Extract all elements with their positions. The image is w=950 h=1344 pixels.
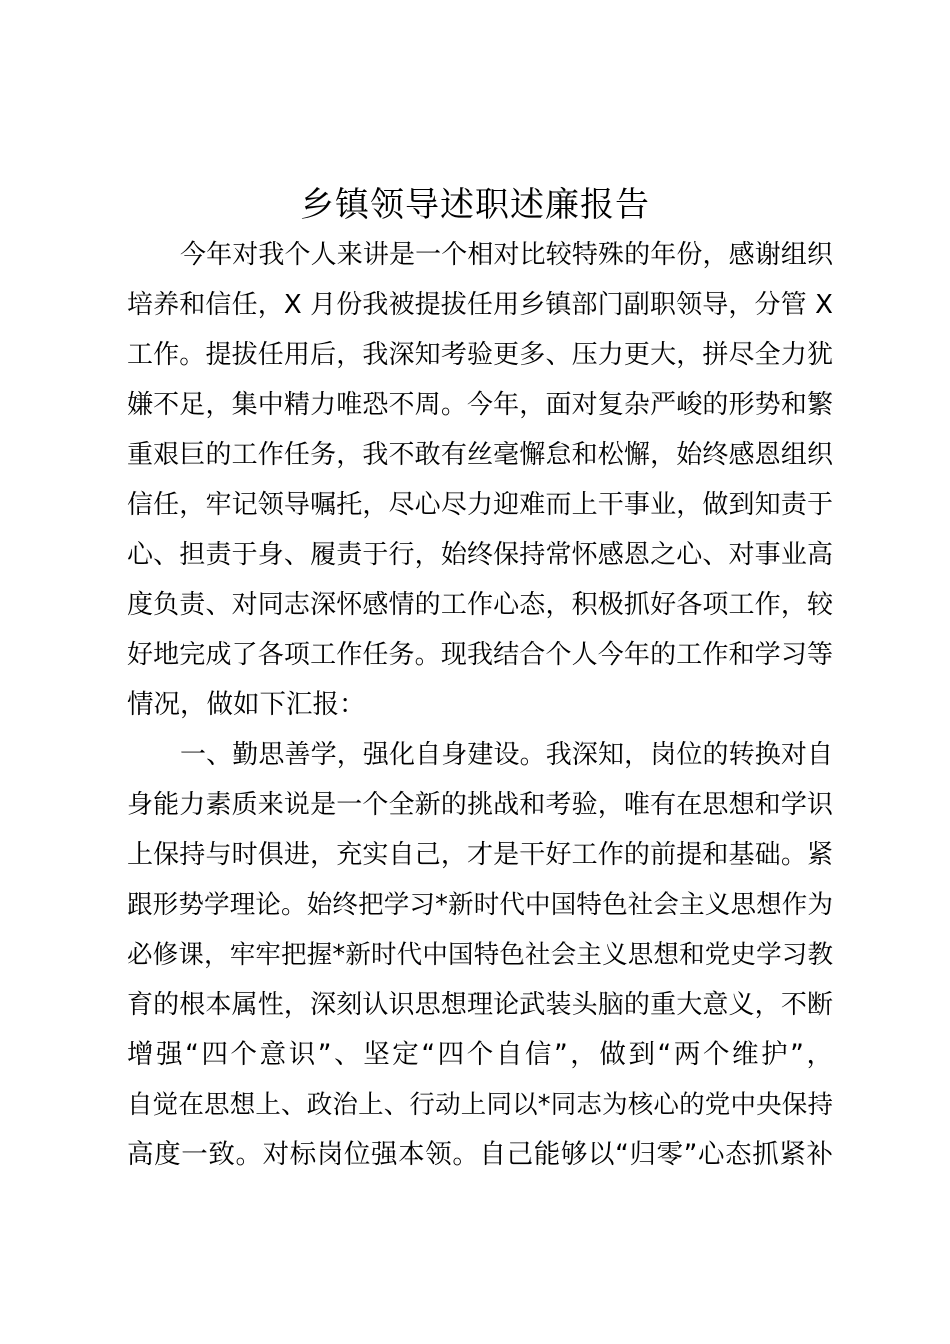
text-line: 自觉在思想上、政治上、行动上同以*同志为核心的党中央保持 bbox=[127, 1090, 833, 1120]
text-line: 高度一致。对标岗位强本领。自己能够以“归零”心态抓紧补 bbox=[127, 1139, 833, 1170]
text-line: 信任，牢记领导嘱托，尽心尽力迎难而上干事业，做到知责于 bbox=[127, 490, 833, 520]
text-line: 重艰巨的工作任务，我不敢有丝毫懈怠和松懈，始终感恩组织 bbox=[127, 440, 833, 470]
text-line: 嫌不足，集中精力唯恐不周。今年，面对复杂严峻的形势和繁 bbox=[127, 390, 833, 420]
text-line: 一、勤思善学，强化自身建设。我深知，岗位的转换对自 bbox=[180, 740, 833, 770]
text-line: 必修课，牢牢把握*新时代中国特色社会主义思想和党史学习教 bbox=[127, 940, 833, 970]
text-line: 工作。提拔任用后，我深知考验更多、压力更大，拼尽全力犹 bbox=[127, 340, 833, 370]
paragraph-section-one bbox=[127, 730, 833, 1180]
document-title: 乡镇领导述职述廉报告 bbox=[300, 185, 650, 225]
text-line: 培养和信任，X 月份我被提拔任用乡镇部门副职领导，分管 X bbox=[127, 290, 833, 320]
text-line: 度负责、对同志深怀感情的工作心态，积极抓好各项工作，较 bbox=[127, 590, 833, 620]
text-line: 上保持与时俱进，充实自己，才是干好工作的前提和基础。紧 bbox=[127, 840, 833, 870]
text-line: 育的根本属性，深刻认识思想理论武装头脑的重大意义，不断 bbox=[127, 990, 833, 1020]
text-line: 心、担责于身、履责于行，始终保持常怀感恩之心、对事业高 bbox=[127, 540, 833, 570]
text-line: 身能力素质来说是一个全新的挑战和考验，唯有在思想和学识 bbox=[127, 790, 833, 820]
text-line: 今年对我个人来讲是一个相对比较特殊的年份，感谢组织 bbox=[180, 240, 833, 270]
text-line: 情况，做如下汇报： bbox=[127, 689, 366, 720]
paragraph-intro bbox=[127, 230, 833, 730]
text-line: 增强“四个意识”、坚定“四个自信”，做到“两个维护”， bbox=[127, 1039, 833, 1070]
document-body bbox=[127, 230, 833, 1180]
text-line: 跟形势学理论。始终把学习*新时代中国特色社会主义思想作为 bbox=[127, 890, 833, 920]
text-line: 好地完成了各项工作任务。现我结合个人今年的工作和学习等 bbox=[127, 640, 833, 670]
